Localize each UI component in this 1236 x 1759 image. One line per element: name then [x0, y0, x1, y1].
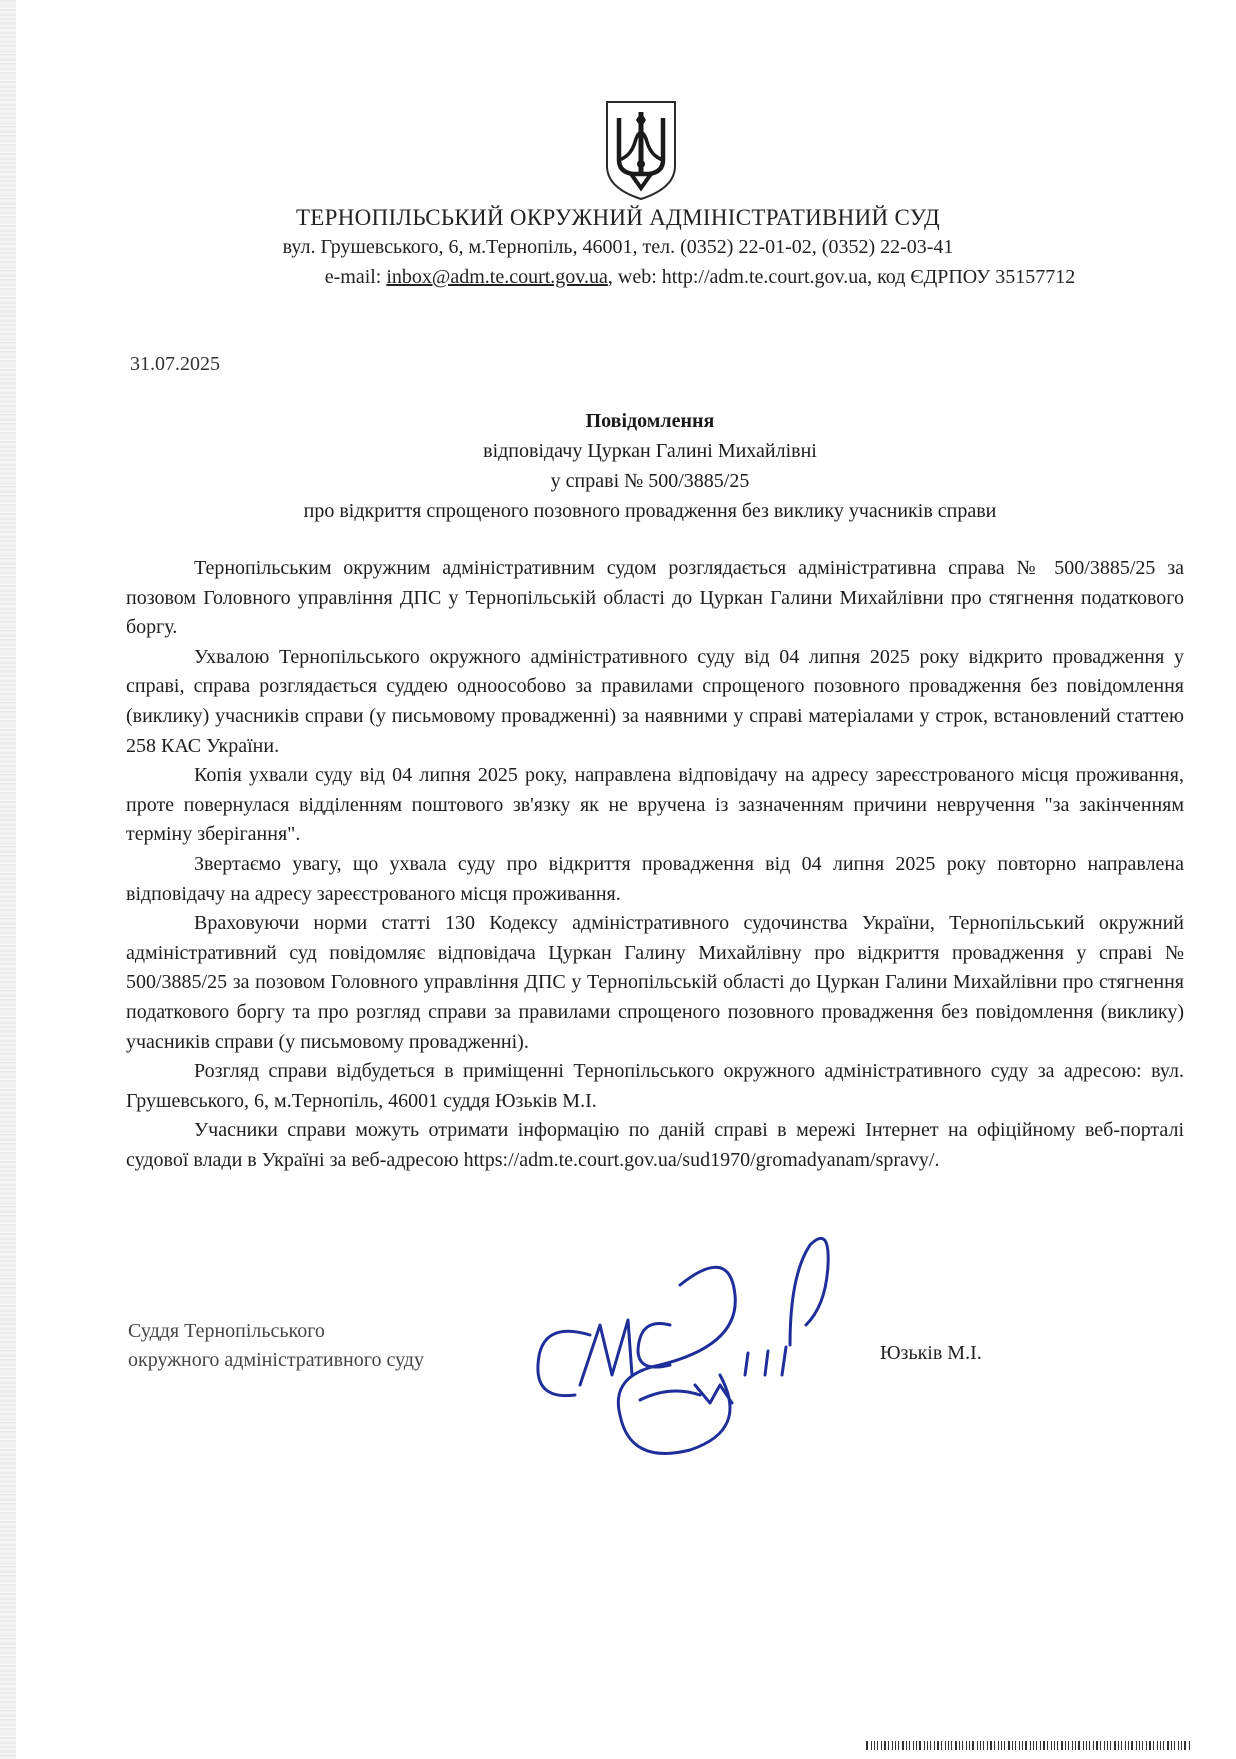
title-block: [180, 406, 1120, 526]
body-paragraph: Учасники справи можуть отримати інформацію по даній справі в мережі Інтернет на офіційному веб-порталі судової влади в Україні за веб-адресою https://adm.te.court.gov.ua/sud1970/gromadyanam/spravy/.: [126, 1119, 1184, 1171]
court-name: ТЕРНОПІЛЬСЬКИЙ ОКРУЖНИЙ АДМІНІСТРАТИВНИЙ СУД: [295, 205, 941, 230]
recipient-line: відповідачу Цуркан Галині Михайлівні: [483, 440, 817, 462]
document-title: Повідомлення: [585, 410, 715, 432]
signatory-title: [128, 1317, 424, 1375]
body-paragraph: Копія ухвали суду від 04 липня 2025 року, направлена відповідачу на адресу зареєстрованого місця проживання, проте повернулася відділенням поштового зв'язку як не вручена із зазначенням причини невручення "за закінченням терміну зберігання".: [126, 764, 1184, 846]
trident-emblem-icon: [603, 98, 679, 202]
handwritten-signature: [520, 1225, 860, 1475]
subject-line: про відкриття спрощеного позовного провадження без виклику учасників справи: [303, 500, 997, 522]
document-date: 31.07.2025: [130, 353, 220, 375]
case-number-line: у справі № 500/3885/25: [550, 470, 750, 492]
body-paragraph: Тернопільським окружним адміністративним судом розглядається адміністративна справа № 500/3885/25 за позовом Головного управління ДПС у Тернопільській області до Цуркан Галини Михайлівни про стягнення податкового боргу.: [126, 557, 1184, 639]
court-contacts: [200, 266, 1200, 289]
signatory-name: Юзьків М.І.: [880, 1342, 982, 1364]
email-label: e-mail:: [324, 266, 387, 288]
web-info: , web: http://adm.te.court.gov.ua, код ЄДРПОУ 35157712: [607, 266, 1076, 288]
body-paragraph: Ухвалою Тернопільського окружного адміністративного суду від 04 липня 2025 року відкрито провадження у справі, справа розглядається суддею одноособово за правилами спрощеного позовного провадження без повідомлення (виклику) учасників справи (у письмовому провадженні) за наявними у справі матеріалами у строк, встановлений статтею 258 КАС України.: [126, 645, 1184, 757]
email-link[interactable]: inbox@adm.te.court.gov.ua: [386, 266, 608, 288]
body-paragraph: Розгляд справи відбудеться в приміщенні Тернопільського окружного адміністративного суду за адресою: вул. Грушевського, 6, м.Тернопіль, 46001 суддя Юзьків М.І.: [126, 1060, 1184, 1112]
barcode-icon: [866, 1741, 1192, 1750]
scan-edge: [0, 0, 16, 1759]
document-body: [126, 554, 1184, 1175]
body-paragraph: Звертаємо увагу, що ухвала суду про відкриття провадження від 04 липня 2025 року повторно направлена відповідачу на адресу зареєстрованого місця проживання.: [126, 852, 1184, 905]
signatory-title-line: Суддя Тернопільського: [128, 1320, 325, 1342]
court-address: вул. Грушевського, 6, м.Тернопіль, 46001, тел. (0352) 22-01-02, (0352) 22-03-41: [282, 236, 954, 258]
body-paragraph: Враховуючи норми статті 130 Кодексу адміністративного судочинства України, Тернопільський окружний адміністративний суд повідомляє відповідача Цуркан Галину Михайлівну про відкриття провадження у справі № 500/3885/25 за позовом Головного управління ДПС у Тернопільській області до Цуркан Галини Михайлівни про стягнення податкового боргу та про розгляд справи за правилами спрощеного позовного провадження без повідомлення (виклику) учасників справи (у письмовому провадженні).: [126, 912, 1184, 1053]
signatory-title-line: окружного адміністративного суду: [128, 1349, 424, 1371]
